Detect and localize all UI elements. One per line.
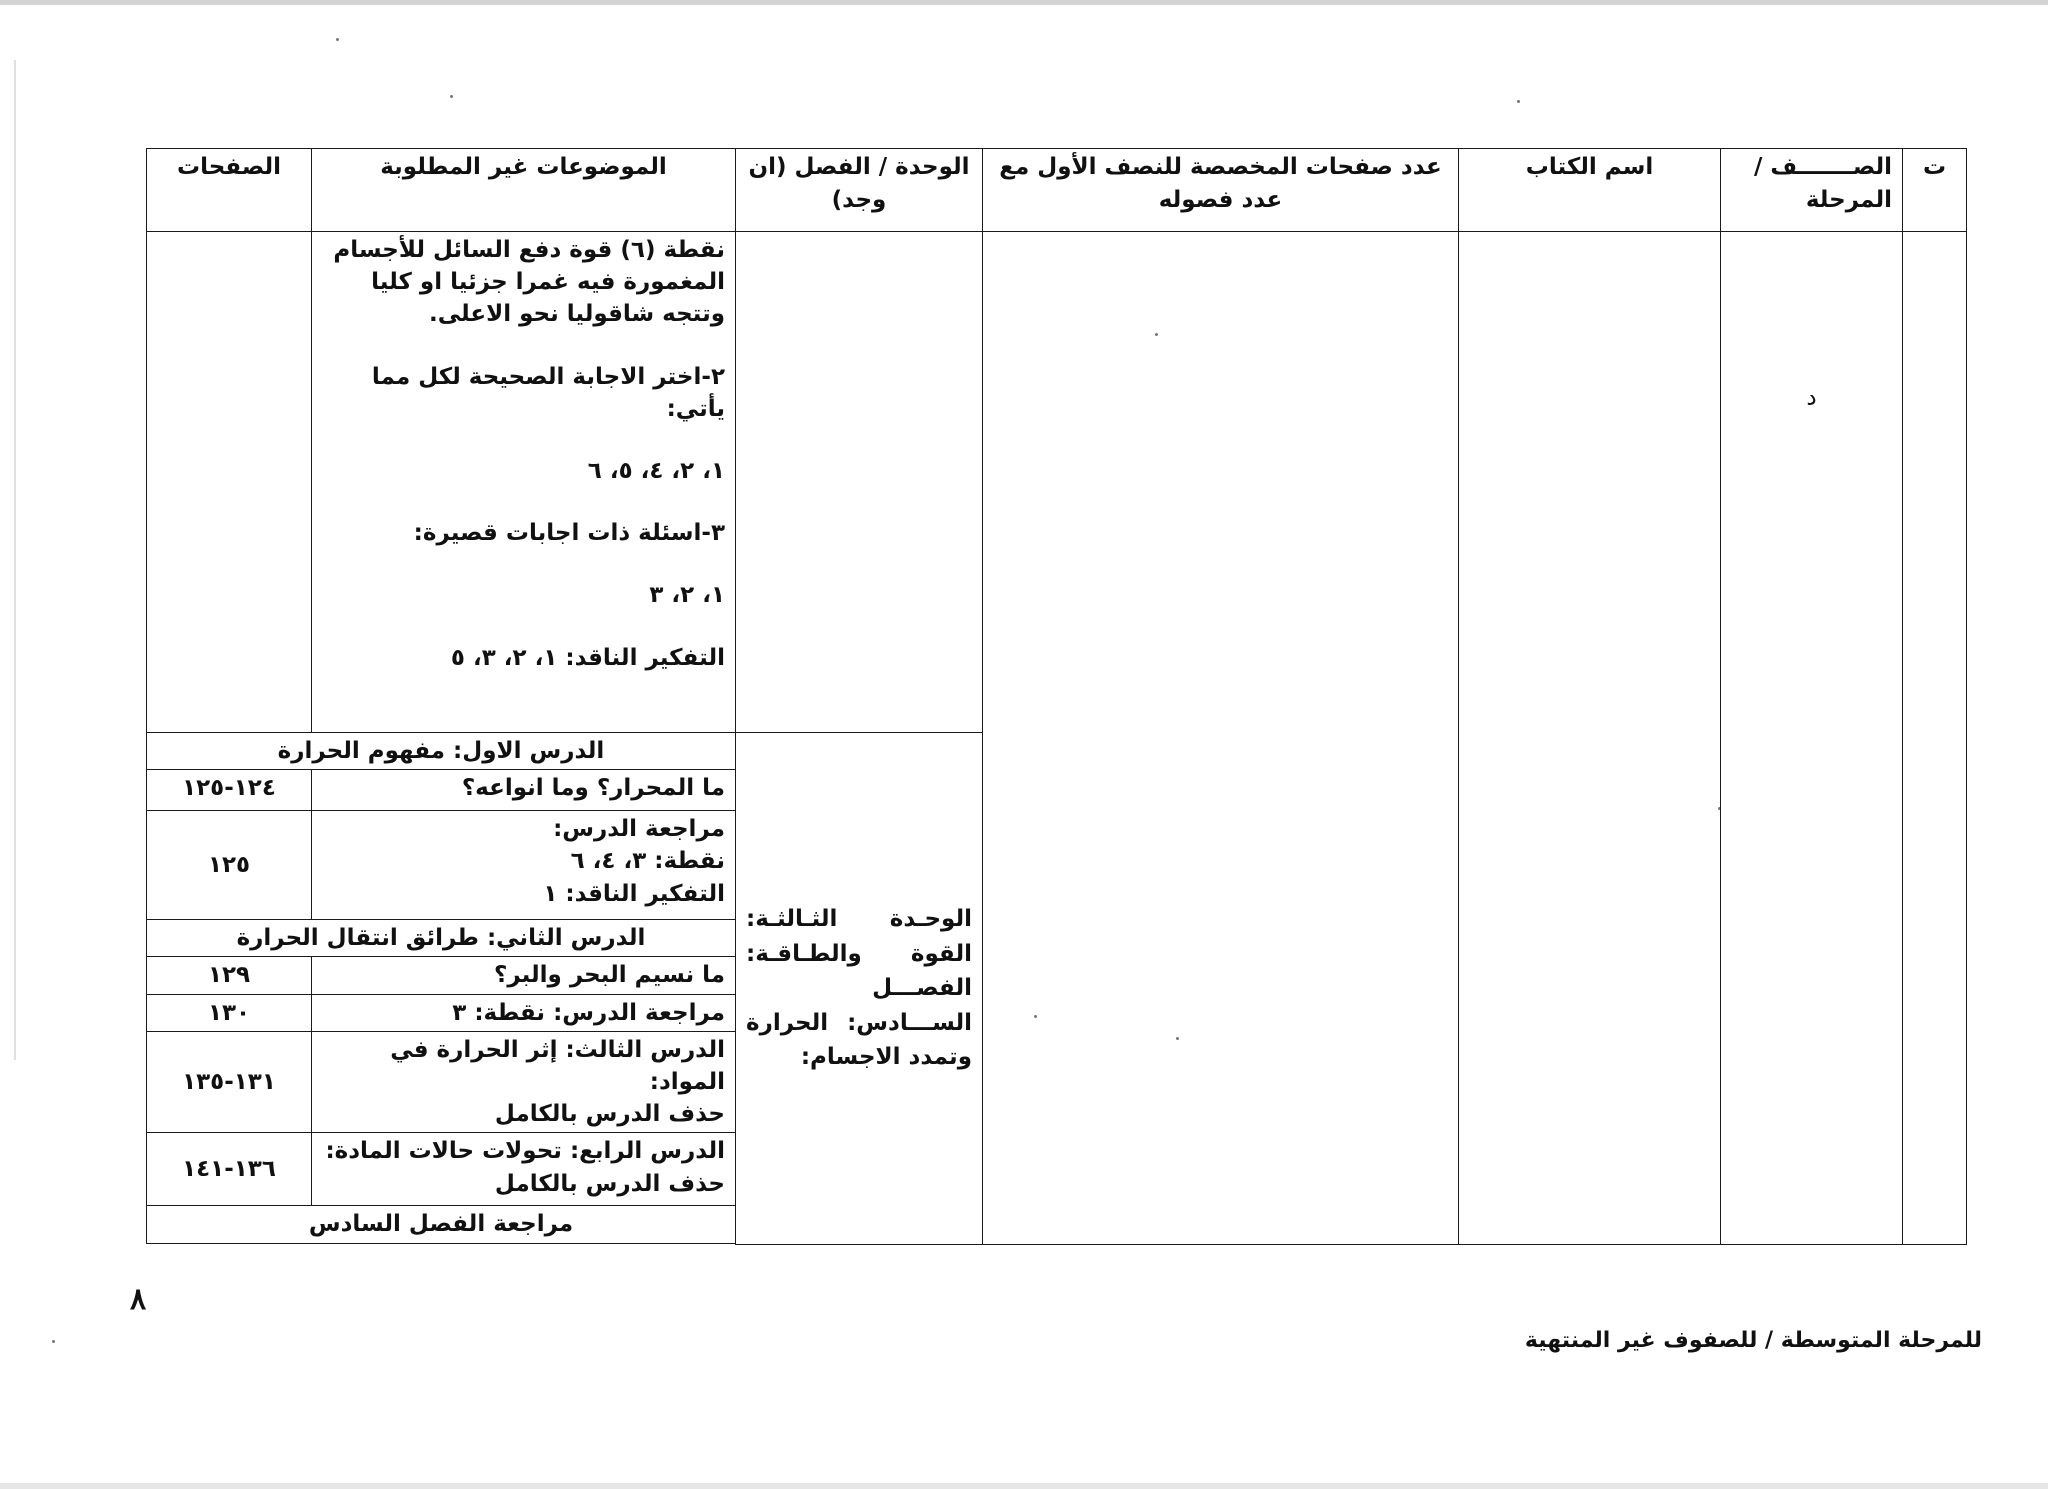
pages-cell: ١٣٠ xyxy=(147,994,312,1031)
scan-edge-top xyxy=(0,0,2048,5)
pages-cell xyxy=(147,232,312,733)
pages-cell: ١٢٤-١٢٥ xyxy=(147,770,312,811)
grade-cell xyxy=(1721,232,1903,1245)
pages-cell: ١٢٥ xyxy=(147,811,312,920)
pages-cell: ١٢٩ xyxy=(147,957,312,994)
topic-line: حذف الدرس بالكامل xyxy=(494,1101,725,1128)
topic-line: التفكير الناقد: ١ xyxy=(543,880,725,907)
topic-line: نقطة: ٣، ٤، ٦ xyxy=(570,848,725,875)
topic-cell xyxy=(312,1031,736,1133)
scan-edge-bottom xyxy=(0,1483,2048,1489)
topic-cell xyxy=(312,1133,736,1206)
header-topics: الموضوعات غير المطلوبة xyxy=(312,149,736,232)
chapter-review: مراجعة الفصل السادس xyxy=(147,1206,736,1243)
header-grade: الصـــــــف /المرحلة xyxy=(1721,149,1903,232)
lesson-heading: الدرس الاول: مفهوم الحرارة xyxy=(147,733,736,770)
topic-cell: ما نسيم البحر والبر؟ xyxy=(312,957,736,994)
unit-cell-previous xyxy=(736,232,983,733)
scan-speck xyxy=(52,1340,55,1343)
topic-cell xyxy=(312,811,736,920)
scan-edge-left xyxy=(14,60,16,1060)
header-pages: الصفحات xyxy=(147,149,312,232)
topic-item: ٣-اسئلة ذات اجابات قصيرة: xyxy=(413,520,725,547)
pages-cell: ١٣٦-١٤١ xyxy=(147,1133,312,1206)
seq-cell xyxy=(1903,232,1967,1245)
header-unit: الوحدة / الفصل (ان وجد) xyxy=(736,149,983,232)
header-pages-count: عدد صفحات المخصصة للنصف الأول مع عدد فصوله xyxy=(983,149,1459,232)
topic-values: ١، ٢، ٤، ٥، ٦ xyxy=(587,457,725,484)
header-seq: ت xyxy=(1903,149,1967,232)
spacer-cell xyxy=(147,1243,736,1245)
header-row xyxy=(147,149,1967,232)
table-row xyxy=(147,232,1967,733)
topics-cell-first xyxy=(312,232,736,733)
topic-cell: ما المحرار؟ وما انواعه؟ xyxy=(312,770,736,811)
curriculum-table xyxy=(146,148,1967,1245)
scan-speck xyxy=(450,95,453,98)
topic-critical-thinking: التفكير الناقد: ١، ٢، ٣، ٥ xyxy=(450,644,725,671)
scan-speck xyxy=(1517,100,1520,103)
unit-cell: الوحـدة الثـالثـة: القوة والطـاقـة: الفصـــل الســـادس: الحرارة وتمدد الاجسام: xyxy=(736,733,983,1245)
topic-line: حذف الدرس بالكامل xyxy=(494,1170,725,1197)
lesson-heading: الدرس الثاني: طرائق انتقال الحرارة xyxy=(147,920,736,957)
topic-cell: مراجعة الدرس: نقطة: ٣ xyxy=(312,994,736,1031)
topic-paragraph: نقطة (٦) قوة دفع السائل للأجسام المغمورة فيه غمرا جزئيا او كليا وتتجه شاقوليا نحو الاعلى. xyxy=(333,237,725,328)
book-cell xyxy=(1459,232,1721,1245)
grade-mark: د xyxy=(1806,385,1817,411)
topic-values: ١، ٢، ٣ xyxy=(649,582,725,609)
pages-count-cell xyxy=(983,232,1459,1245)
topic-item: ٢-اختر الاجابة الصحيحة لكل مما يأتي: xyxy=(371,363,725,422)
header-book-name: اسم الكتاب xyxy=(1459,149,1721,232)
scan-speck xyxy=(336,38,339,41)
footer-text: للمرحلة المتوسطة / للصفوف غير المنتهية xyxy=(1524,1328,1982,1353)
page-number: ٨ xyxy=(130,1282,147,1317)
topic-line: مراجعة الدرس: xyxy=(553,816,725,843)
topic-line: الدرس الرابع: تحولات حالات المادة: xyxy=(325,1138,725,1165)
topic-line: الدرس الثالث: إثر الحرارة في المواد: xyxy=(390,1036,725,1095)
pages-cell: ١٣١-١٣٥ xyxy=(147,1031,312,1133)
